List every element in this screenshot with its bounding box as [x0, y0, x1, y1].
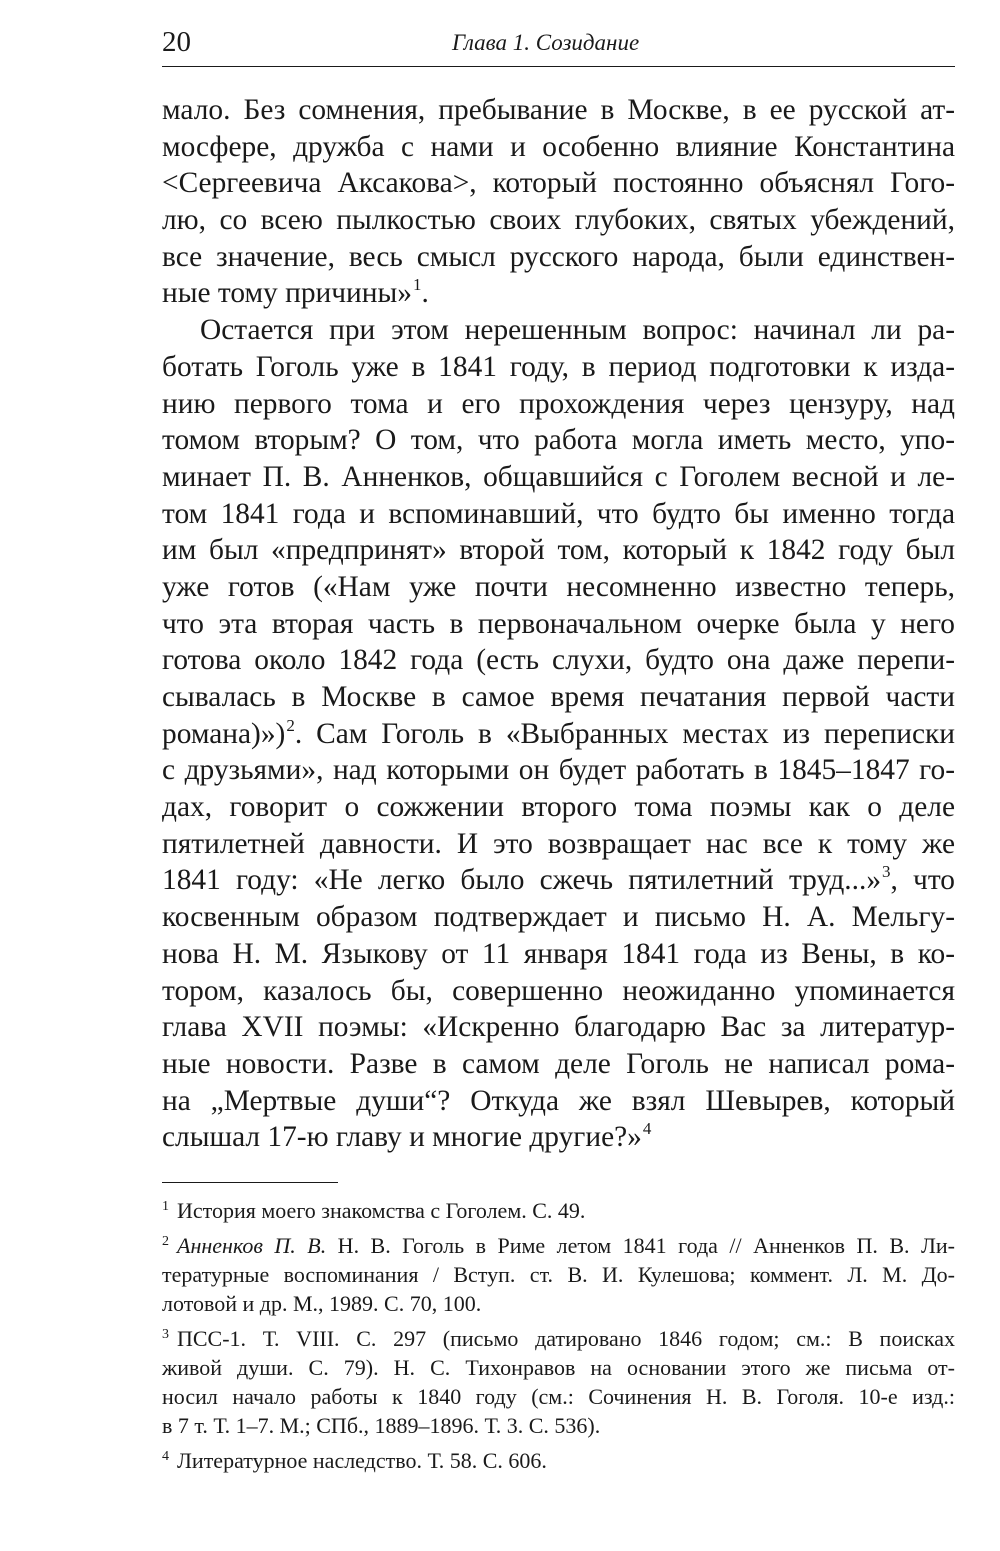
body-line: нова Н. М. Языкову от 11 января 1841 года из Вены, в ко- [162, 937, 955, 970]
footnote-line [162, 1324, 955, 1353]
footnote [162, 1324, 955, 1440]
footnote-number: 1 [162, 1199, 169, 1214]
footnotes [162, 1196, 955, 1481]
footnote-line [162, 1196, 955, 1225]
footnote-line: живой души. С. 79). Н. С. Тихонравов на основании этого же письма от- [162, 1355, 955, 1380]
body-line [162, 862, 955, 899]
page-number: 20 [162, 26, 191, 58]
body-line-text: . Сам Гоголь в «Выбранных местах из переписки [294, 717, 955, 750]
running-head [162, 24, 955, 64]
footnote-line [162, 1446, 955, 1475]
footnote-number: 3 [162, 1327, 169, 1342]
footnote-line: в 7 т. Т. 1–7. М.; СПб., 1889–1896. Т. 3. С. 536). [162, 1413, 601, 1438]
body-line-text: , что [890, 864, 955, 897]
body-line: ные новости. Разве в самом деле Гоголь не написал рома- [162, 1047, 955, 1080]
body-line: на „Мертвые души“? Откуда же взял Шевырев, который [162, 1084, 955, 1117]
body-line: что эта вторая часть в первоначальном очерке была у него [162, 607, 955, 640]
footnote-author: Анненков П. В. [177, 1233, 327, 1258]
body-line [162, 1119, 955, 1156]
body-line: им был «предпринят» второй том, который к 1842 году был [162, 534, 955, 567]
footnote-line [162, 1231, 955, 1260]
body-line: все значение, весь смысл русского народа, были единствен- [162, 240, 955, 273]
body-text [162, 92, 955, 1156]
body-line-text: романа)») [162, 717, 286, 750]
footnote-ref: 3 [882, 862, 891, 882]
body-line: пятилетней давности. И это возвращает нас все к тому же [162, 827, 955, 860]
body-line: дах, говорит о сожжении второго тома поэмы как о деле [162, 791, 955, 824]
body-line: мосфере, дружба с нами и особенно влияние Константина [162, 130, 955, 163]
body-line: ботать Гоголь уже в 1841 году, в период подготовки к изда- [162, 350, 955, 383]
footnote [162, 1196, 955, 1225]
footnote-ref: 4 [642, 1119, 652, 1139]
body-line: готова около 1842 года (есть слухи, будто она даже перепи- [162, 644, 955, 677]
body-line: тором, казалось бы, совершенно неожиданно упоминается [162, 974, 955, 1007]
footnote-number: 2 [162, 1234, 169, 1249]
footnote [162, 1446, 955, 1475]
footnote-ref: 2 [286, 715, 295, 735]
footnote [162, 1231, 955, 1318]
footnote-rule [162, 1182, 338, 1183]
footnote-line: тературные воспоминания / Вступ. ст. В. И. Кулешова; коммент. Л. М. До- [162, 1262, 955, 1287]
chapter-title: Глава 1. Созидание [452, 30, 640, 55]
body-line: нию первого тома и его прохождения через цензуру, над [162, 387, 955, 420]
body-line-text: ные тому причины» [162, 277, 412, 310]
body-line: косвенным образом подтверждает и письмо Н. А. Мельгу- [162, 901, 955, 934]
body-line: лю, со всею пылкостью своих глубоких, святых убеждений, [162, 204, 955, 237]
body-line: сывалась в Москве в самое время печатания первой части [162, 681, 955, 713]
footnote-number: 4 [162, 1449, 169, 1464]
body-line: Остается при этом нерешенным вопрос: начинал ли ра- [200, 314, 955, 347]
footnote-ref: 1 [412, 275, 422, 295]
footnote-text: Н. В. Гоголь в Риме летом 1841 года // Анненков П. В. Ли- [326, 1233, 955, 1258]
body-line: с друзьями», над которыми он будет работать в 1845–1847 го- [162, 754, 955, 787]
footnote-line: носил начало работы к 1840 году (см.: Сочинения Н. В. Гоголя. 10-е изд.: [162, 1384, 955, 1409]
body-line: уже готов («Нам уже почти несомненно известно теперь, [162, 570, 955, 603]
body-line-text: слышал 17-ю главу и многие другие?» [162, 1121, 642, 1154]
body-line: томом вторым? О том, что работа могла иметь место, упо- [162, 424, 955, 457]
header-rule [162, 66, 955, 67]
body-line: <Сергеевича Аксакова>, который постоянно объяснял Гого- [162, 167, 955, 200]
body-line: том 1841 года и вспоминавший, что будто бы именно тогда [162, 497, 955, 530]
body-line-text: 1841 году: «Не легко было сжечь пятилетний труд...» [162, 864, 882, 897]
body-line [162, 716, 955, 753]
body-line: ные тому причины»$^1$. [162, 275, 429, 310]
body-line: глава XVII поэмы: «Искренно благодарю Вас за литератур- [162, 1011, 955, 1044]
body-line: минает П. В. Анненков, общавшийся с Гоголем весной и ле- [162, 460, 955, 493]
footnote-line: лотовой и др. М., 1989. С. 70, 100. [162, 1291, 482, 1316]
body-line: мало. Без сомнения, пребывание в Москве, в ее русской ат- [162, 94, 955, 126]
footnote-text: История моего знакомства с Гоголем. С. 49. [177, 1198, 586, 1223]
footnote-text: ПСС-1. Т. VIII. С. 297 (письмо датировано 1846 годом; см.: В поисках [177, 1326, 955, 1351]
footnote-text: Литературное наследство. Т. 58. С. 606. [177, 1448, 547, 1473]
